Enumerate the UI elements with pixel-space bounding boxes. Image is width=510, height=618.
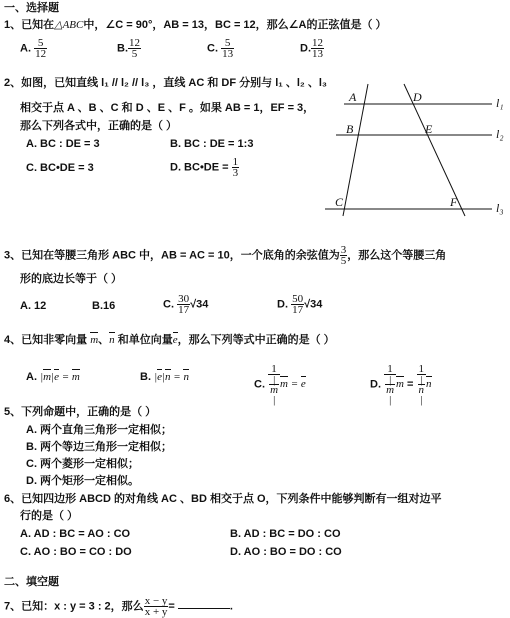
q4-option-a: A. |m|e = m [26,371,80,383]
q1-option-d: D. $\frac{12}{13}$ [300,37,323,60]
question-6-line-1: 6、已知四边形 ABCD 的对角线 AC 、BD 相交于点 O，下列条件中能够判断有一组对边平 [4,493,442,505]
question-2-line-1: 2、如图，已知直线 l₁ // l₂ // l₃ ，直线 AC 和 DF 分别与 l₁ 、l₂ 、l₃ [4,77,328,89]
q5-option-c: C. 两个菱形一定相似； [26,458,140,470]
q1-option-c: C. $\frac{5}{13}$ [207,37,234,60]
section-heading: 一、选择题 [4,2,59,14]
point-e-label: E [425,122,433,136]
line-l2-label: l₂ [496,127,504,141]
question-4-stem: 4、已知非零向量 m、n 和单位向量e，那么下列等式中正确的是（ ） [4,334,335,346]
section-heading-2: 二、填空题 [4,576,59,588]
q3-option-c: C. $\frac{30}{17}$ √34 [163,293,209,316]
q4-option-d: D. 1 | m | m = 1 | n | n [370,363,432,406]
q4-option-c: C. 1 | m | m = e [254,363,306,406]
point-c-label: C [335,195,344,209]
q6-option-c: C. AO : BO = CO : DO [20,546,132,558]
q2-option-a: A. BC : DE = 3 [26,138,100,150]
point-a-label: A [349,90,357,104]
q3-option-d: D. $\frac{50}{17}$ √34 [277,293,323,316]
question-3-line-2: 形的底边长等于（ ） [20,273,123,285]
q5-option-d: D. 两个矩形一定相似。 [26,475,140,487]
line-l3-label: l₃ [496,201,504,215]
q6-option-d: D. AO : BO = DO : CO [230,546,342,558]
q6-option-b: B. AD : BC = DO : CO [230,528,341,540]
q1-option-b: B. $\frac{12}{5}$ [117,37,140,60]
q2-option-b: B. BC : DE = 1:3 [170,138,254,150]
q6-option-a: A. AD : BC = AO : CO [20,528,131,540]
q3-option-a: A. 12 [20,300,47,312]
point-d-label: D [413,90,422,104]
point-b-label: B [346,122,354,136]
question-1-stem: 1、已知在△ABC中，∠C = 90°，AB = 13，BC = 12，那么∠A的正弦值是（ ） [4,19,387,31]
q1-option-a: A. $\frac{5}{12}$ [20,37,47,60]
question-6-line-2: 行的是（ ） [20,510,79,522]
q5-option-a: A. 两个直角三角形一定相似； [26,424,173,436]
question-5-stem: 5、下列命题中，正确的是（ ） [4,406,157,418]
question-7-stem: 7、已知：x : y = 3 : 2，那么 $\frac{x - y}{x + y}$ = . [4,595,233,618]
q3-option-b: B.16 [92,300,116,312]
answer-blank[interactable] [178,598,230,609]
question-3-line-1: 3、已知在等腰三角形 ABC 中，AB = AC = 10，一个底角的余弦值为 $\frac{3}{5}$ ，那么这个等腰三角 [4,244,447,267]
point-f-label: F [450,195,458,209]
question-2-line-2: 相交于点 A 、B 、C 和 D 、E 、F 。如果 AB = 1，EF = 3， [20,102,315,114]
q2-option-c: C. BC•DE = 3 [26,162,94,174]
q5-option-b: B. 两个等边三角形一定相似； [26,441,173,453]
question-2-line-3: 那么下列各式中，正确的是（ ） [20,120,178,132]
q2-option-d: D. BC•DE = $\frac{1}{3}$ [170,156,239,179]
q4-option-b: B. |e|n = n [140,371,189,383]
line-l1-label: l₁ [496,96,504,110]
